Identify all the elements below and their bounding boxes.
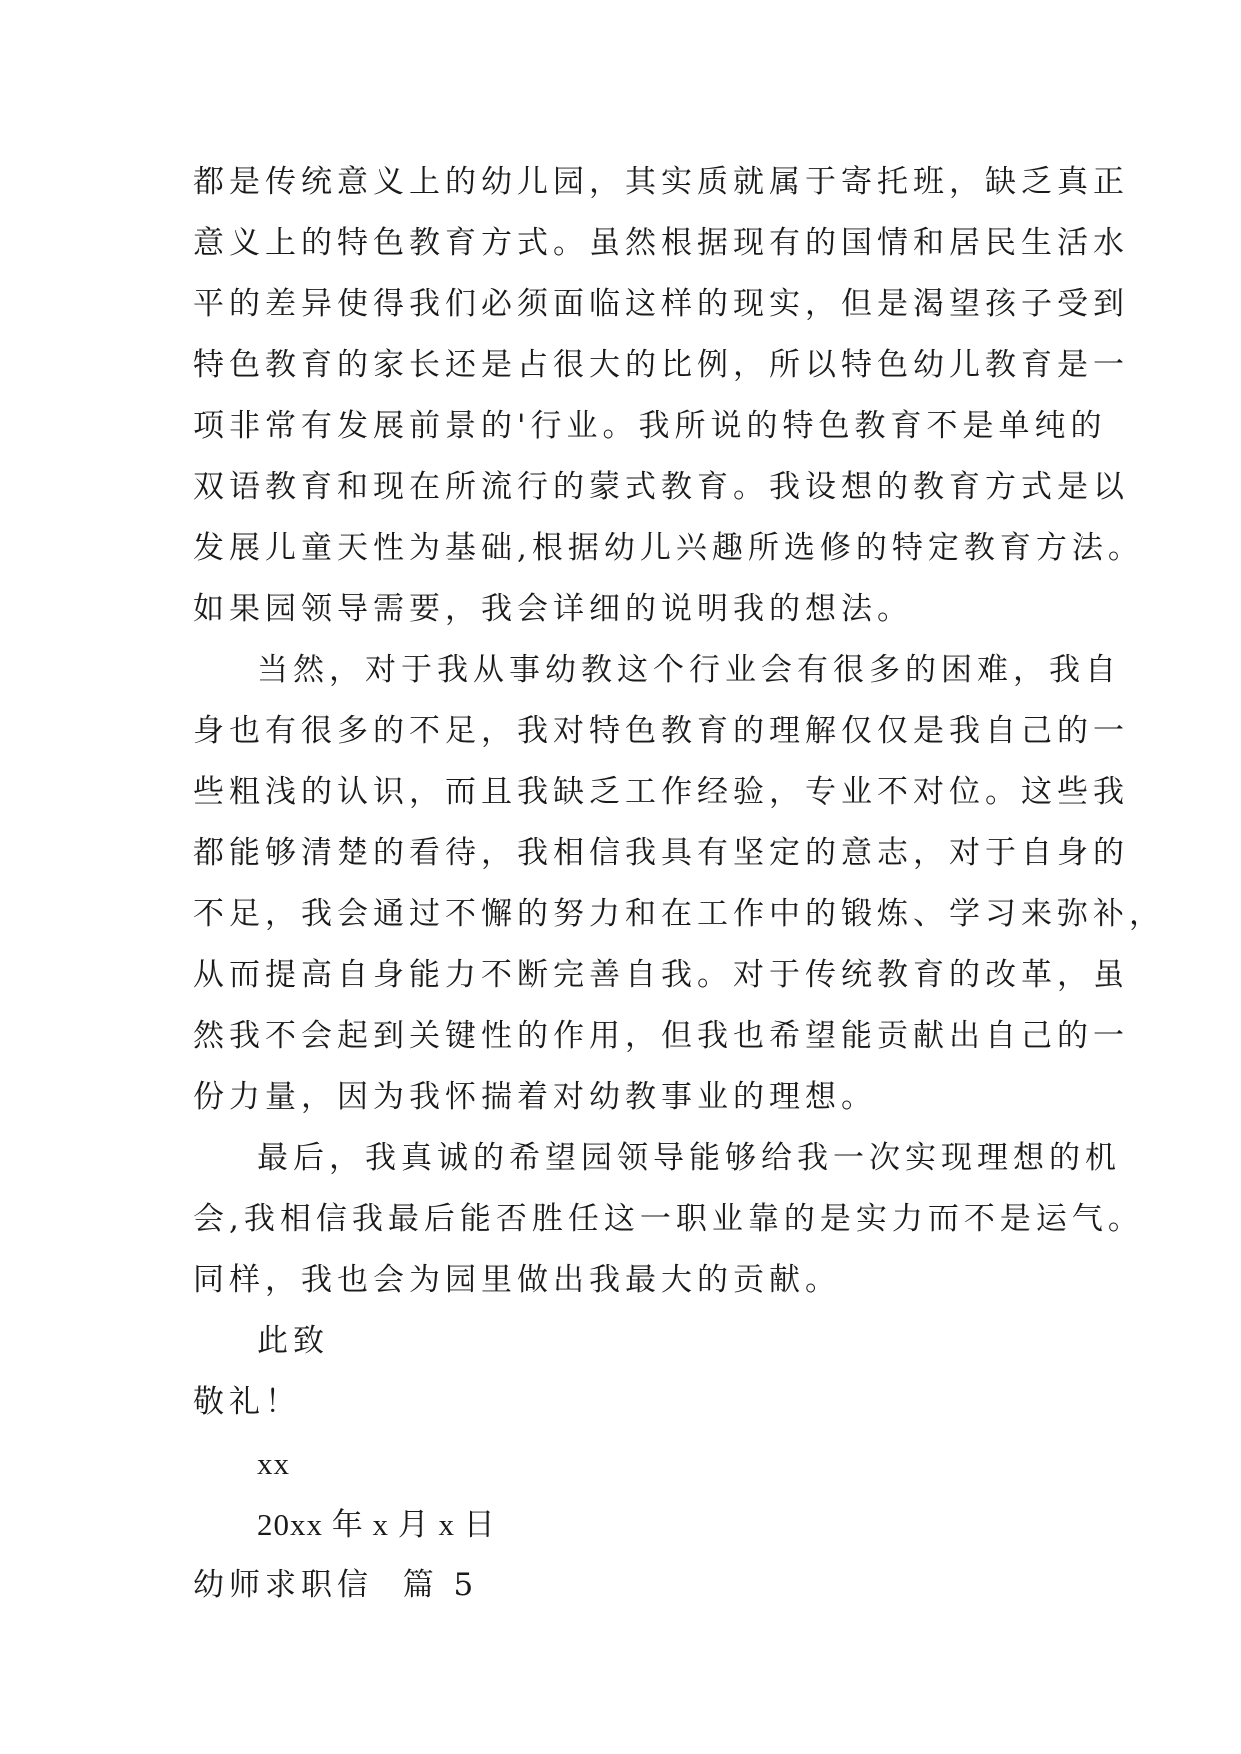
salutation: 此致 (257, 1323, 329, 1359)
text-line: 平的差异使得我们必须面临这样的现实，但是渴望孩子受到 (193, 286, 1129, 322)
text-line: 不足，我会通过不懈的努力和在工作中的锻炼、学习来弥补， (193, 896, 1165, 932)
text-line: 当然，对于我从事幼教这个行业会有很多的困难，我自 (257, 652, 1121, 688)
paragraph-difficulties (193, 640, 1165, 1128)
paragraph-education-vision (193, 152, 1144, 640)
text-line: 特色教育的家长还是占很大的比例，所以特色幼儿教育是一 (193, 347, 1129, 383)
letter-body (193, 152, 1165, 1616)
text-line: 从而提高自身能力不断完善自我。对于传统教育的改革，虽 (193, 957, 1129, 993)
text-line: 都能够清楚的看待，我相信我具有坚定的意志，对于自身的 (193, 835, 1129, 871)
text-line: 意义上的特色教育方式。虽然根据现有的国情和居民生活水 (193, 225, 1129, 261)
text-line: 项非常有发展前景的'行业。我所说的特色教育不是单纯的 (193, 408, 1107, 444)
letter-date: 20xx 年 x 月 x 日 (257, 1507, 496, 1542)
text-line: 份力量，因为我怀揣着对幼教事业的理想。 (193, 1079, 877, 1115)
next-section-title: 幼师求职信 篇 5 (193, 1567, 479, 1603)
text-line: 同样，我也会为园里做出我最大的贡献。 (193, 1262, 841, 1298)
signature: xx (257, 1446, 290, 1481)
text-line: 身也有很多的不足，我对特色教育的理解仅仅是我自己的一 (193, 713, 1129, 749)
text-line: 如果园领导需要，我会详细的说明我的想法。 (193, 591, 913, 627)
text-line: 都是传统意义上的幼儿园，其实质就属于寄托班，缺乏真正 (193, 164, 1129, 200)
text-line: 发展儿童天性为基础,根据幼儿兴趣所选修的特定教育方法。 (193, 530, 1144, 566)
text-line: 会,我相信我最后能否胜任这一职业靠的是实力而不是运气。 (193, 1201, 1144, 1237)
text-line: 双语教育和现在所流行的蒙式教育。我设想的教育方式是以 (193, 469, 1129, 505)
text-line: 最后，我真诚的希望园领导能够给我一次实现理想的机 (257, 1140, 1121, 1176)
text-line: 然我不会起到关键性的作用，但我也希望能贡献出自己的一 (193, 1018, 1129, 1054)
text-line: 些粗浅的认识，而且我缺乏工作经验，专业不对位。这些我 (193, 774, 1129, 810)
regards: 敬礼！ (193, 1384, 301, 1420)
paragraph-conclusion (193, 1128, 1144, 1311)
letter-closing (193, 1311, 1073, 1616)
